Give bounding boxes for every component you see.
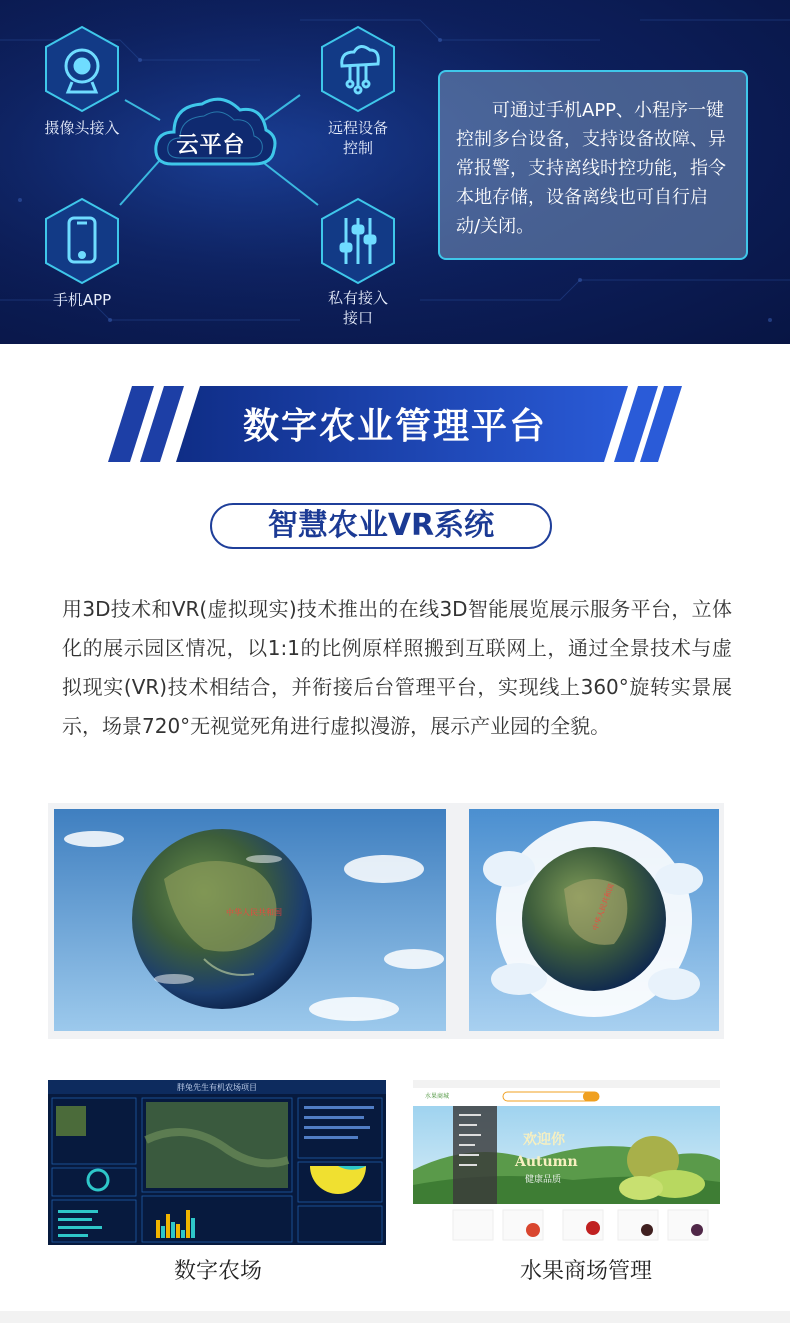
shop-banner-en: Autumn — [515, 1154, 578, 1170]
subtitle-text: 智慧农业VR系统 — [267, 508, 495, 543]
remote-control-label-line2: 控制 — [342, 139, 373, 157]
vr-globe-image-small — [469, 809, 719, 1031]
sliders-icon — [341, 218, 375, 264]
info-box: 可通过手机APP、小程序一键控制多台设备，支持设备故障、异常报警，支持离线时控功能，指令本地存储，设备离线也可自行启动/关闭。 — [438, 70, 748, 260]
digital-farm-caption: 数字农场 — [173, 1259, 262, 1284]
fruit-mall-image — [413, 1080, 720, 1245]
private-interface-label-line1: 私有接入 — [327, 289, 388, 307]
camera-node — [42, 24, 122, 114]
phone-node-label: 手机APP — [52, 291, 112, 309]
globe-label-small: 中华人民共和国 — [591, 882, 616, 932]
description-text: 用3D技术和VR(虚拟现实)技术推出的在线3D智能展览展示服务平台，立体化的展示园区情况，以1:1的比例原样照搬到互联网上，通过全景技术与虚拟现实(VR)技术相结合，并衔接后台管理平台，实现线上360°旋转实景展示，场景720°无视觉死角进行虚拟漫游，展示产业园的全貌。 — [62, 597, 732, 738]
cloud-platform-label: 云平台 — [176, 133, 246, 158]
private-interface-label-line2: 接口 — [342, 309, 373, 327]
shop-banner-title: 欢迎你 — [523, 1132, 565, 1148]
section-title: 数字农业管理平台 — [242, 406, 547, 447]
remote-control-label-line1: 远程设备 — [327, 119, 388, 137]
phone-node — [42, 196, 122, 286]
vr-globe-image-large — [54, 809, 446, 1031]
shop-store-name: 水果商城 — [425, 1093, 450, 1100]
feature-banner — [0, 0, 790, 344]
dashboard-title: 胖兔先生有机农场项目 — [177, 1083, 257, 1092]
bottom-divider — [0, 1311, 790, 1323]
shop-banner-sub: 健康品质 — [525, 1175, 562, 1185]
digital-farm-dashboard-image — [48, 1080, 386, 1245]
remote-control-node — [318, 24, 398, 114]
private-interface-node — [318, 196, 398, 286]
globe-label: 中华人民共和国 — [226, 908, 282, 917]
fruit-mall-caption: 水果商场管理 — [519, 1259, 652, 1284]
camera-node-label: 摄像头接入 — [44, 119, 120, 137]
